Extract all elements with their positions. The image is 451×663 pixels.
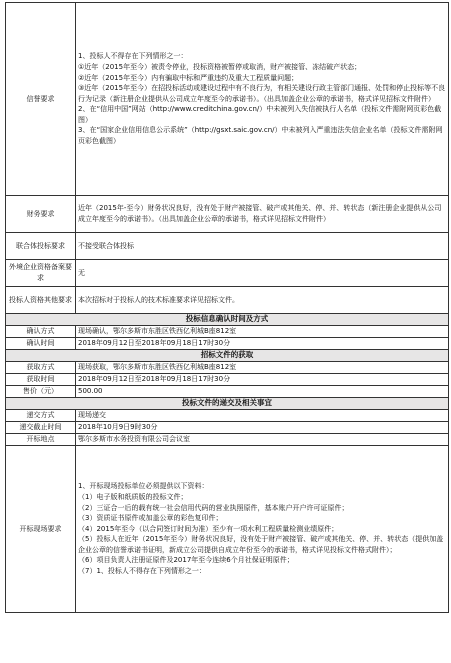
foreign-row — [6, 260, 449, 287]
onsite-line: （4）2015年至今（以合同签订时间为准）至少有一项水利工程质量检测业绩原件； — [78, 524, 339, 533]
credit-content — [76, 3, 449, 196]
submit-deadline-value: 2018年10月9日9时30分 — [76, 422, 449, 434]
credit-line: 3、在“国家企业信用信息公示系统”（http://gsxt.saic.gov.cn/）中未被列入严重违法失信企业名单（投标文件需附网页彩色截图） — [78, 126, 443, 146]
other-label: 投标人资格其他要求 — [6, 287, 76, 314]
submit-section-row — [6, 398, 449, 410]
credit-line: 1、投标人不得存在下列情形之一： — [78, 52, 188, 61]
docs-price-value: 500.00 — [76, 386, 449, 398]
submit-section-title: 投标文件的递交及相关事宜 — [6, 398, 449, 410]
onsite-line: （2）三证合一后的载有统一社会信用代码的营业执照原件，基本账户开户许可证原件； — [78, 503, 349, 512]
confirm-method-label: 确认方式 — [6, 326, 76, 338]
submit-place-row — [6, 434, 449, 446]
consortium-row — [6, 233, 449, 260]
onsite-line: （5）投标人在近年（2015年至今）财务状况良好，没有处于财产被接管、破产或其他关、停、并、转状态（提供加盖企业公章的信誉承诺书证明，新成立公司提供自成立年份至今的承诺书，格式详见投标文件格式附件）； — [78, 535, 444, 554]
docs-method-label: 获取方式 — [6, 362, 76, 374]
confirm-section-title: 投标信息确认时间及方式 — [6, 314, 449, 326]
docs-method-value: 现场获取，鄂尔多斯市东胜区铁西亿利城B座812室 — [76, 362, 449, 374]
consortium-label: 联合体投标要求 — [6, 233, 76, 260]
onsite-content — [76, 446, 449, 613]
finance-content: 近年（2015年-至今）财务状况良好，没有处于财产被接管、破产或其他关、停、并、转状态（新注册企业提供从公司成立年度至今的承诺书）。（出具加盖企业公章的承诺书，格式详见招标文件附件） — [76, 196, 449, 233]
confirm-method-value: 现场确认，鄂尔多斯市东胜区铁西亿利城B座812室 — [76, 326, 449, 338]
docs-method-row — [6, 362, 449, 374]
submit-place-label: 开标地点 — [6, 434, 76, 446]
foreign-content: 无 — [76, 260, 449, 287]
onsite-row — [6, 446, 449, 613]
confirm-time-label: 确认时间 — [6, 338, 76, 350]
docs-section-title: 招标文件的获取 — [6, 350, 449, 362]
confirm-section-row — [6, 314, 449, 326]
docs-price-row — [6, 386, 449, 398]
other-row — [6, 287, 449, 314]
finance-row — [6, 196, 449, 233]
confirm-method-row — [6, 326, 449, 338]
finance-label: 财务要求 — [6, 196, 76, 233]
credit-line: ②近年（2015年至今）内有骗取中标和严重违约及重大工程质量问题； — [78, 73, 299, 82]
onsite-line: 1、开标现场投标单位必须提供以下资料： — [78, 482, 209, 491]
foreign-label: 外境企业资格备案要求 — [6, 260, 76, 287]
credit-line: ①近年（2015年至今）被责令停业，投标资格被暂停或取消，财产被接管、冻结破产状态； — [78, 62, 362, 71]
submit-method-row — [6, 410, 449, 422]
confirm-time-row — [6, 338, 449, 350]
submit-method-value: 现场递交 — [76, 410, 449, 422]
other-content: 本次招标对于投标人的技术标准要求详见招标文件。 — [76, 287, 449, 314]
onsite-line: （7）1、投标人不得存在下列情形之一： — [78, 567, 206, 576]
credit-line: 2、在“信用中国”网站（http://www.creditchina.gov.cn/）中未被列入失信被执行人名单（投标文件需附网页彩色截图） — [78, 105, 442, 124]
credit-line: ③近年（2015年至今）在招投标活动或建设过程中有不良行为，有相关建设行政主管部门通报、处罚和停止投标等不良行为记录（新注册企业提供从公司成立年度至今的承诺书）。（出具加盖企业公章的承诺书，格式详见招标文件附件） — [78, 84, 446, 103]
credit-row — [6, 3, 449, 196]
docs-time-label: 获取时间 — [6, 374, 76, 386]
submit-method-label: 递交方式 — [6, 410, 76, 422]
tender-info-table — [5, 2, 449, 613]
onsite-line: （3）资质证书原件或加盖公章的彩色复印件； — [78, 514, 223, 523]
docs-price-label: 售价（元） — [6, 386, 76, 398]
submit-deadline-label: 递交截止时间 — [6, 422, 76, 434]
confirm-time-value: 2018年09月12日至2018年09月18日17时30分 — [76, 338, 449, 350]
onsite-line: （6）项目负责人注册证原件及2017年至今连续6个月社保证明原件； — [78, 556, 294, 565]
onsite-label: 开标现场要求 — [6, 446, 76, 613]
consortium-content: 不接受联合体投标 — [76, 233, 449, 260]
credit-label: 信誉要求 — [6, 3, 76, 196]
submit-deadline-row — [6, 422, 449, 434]
docs-time-row — [6, 374, 449, 386]
submit-place-value: 鄂尔多斯市水务投资有限公司会议室 — [76, 434, 449, 446]
docs-time-value: 2018年09月12日至2018年09月18日17时30分 — [76, 374, 449, 386]
onsite-line: （1）电子版和纸质版的投标文件； — [78, 492, 188, 501]
docs-section-row — [6, 350, 449, 362]
